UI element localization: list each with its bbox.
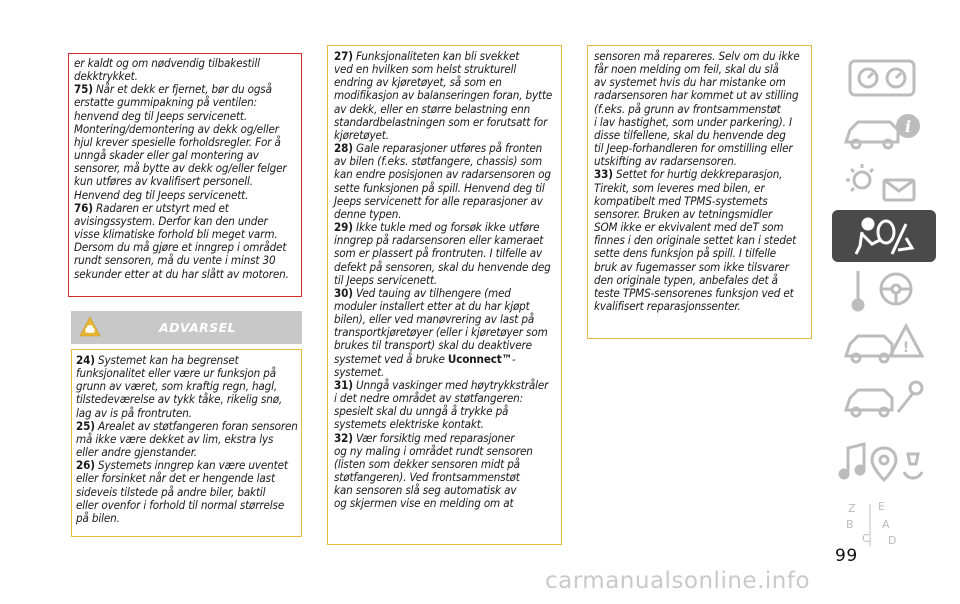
warning-item-25 bbox=[76, 420, 301, 459]
warning-item-24 bbox=[76, 354, 301, 420]
warning-text-end: - systemet. bbox=[334, 351, 516, 379]
warning-item-33 bbox=[594, 168, 811, 313]
warning-number: 28) bbox=[334, 141, 353, 156]
red-note-box bbox=[68, 53, 302, 297]
sidebar-item-lights[interactable] bbox=[832, 158, 936, 210]
warning-text: Arealet av støtfangeren foran sensoren må ikke være dekket av lim, ekstra lys eller andre gjenstander. bbox=[76, 418, 298, 460]
warning-item-29 bbox=[334, 221, 561, 287]
warning-title: ADVARSEL bbox=[159, 320, 236, 335]
note-item-76 bbox=[74, 202, 301, 281]
warning-text: Funksjonaliteten kan bli svekket ved en hvilken som helst strukturell endring av kjøretøyet, så som en modifikasjon av balanseringen foran, bytte av dekk, eller en større belastning enn standardbelastningen som er forutsatt for kjøretøyet. bbox=[334, 49, 553, 142]
sidebar-item-multimedia[interactable] bbox=[832, 436, 936, 488]
note-number: 75) bbox=[74, 82, 93, 97]
warning-number: 30) bbox=[334, 285, 353, 300]
warning-number: 31) bbox=[334, 377, 353, 392]
note-text: Når et dekk er fjernet, bør du også erstatte gummipakning på ventilen: henvend deg til Jeeps servicenett. Montering/demontering av dekk og/eller hjul krever spesielle forholdsregler. For å unngå skader eller gal montering av sensorer, må bytte av dekk og/eller felger kun utføres av kvalifisert personell. Henvend deg til Jeeps servicenett. bbox=[74, 82, 287, 202]
warning-number: 27) bbox=[334, 49, 353, 63]
note-continuation: er kaldt og om nødvendig tilbakestill dekktrykket. bbox=[74, 56, 260, 84]
warning-continuation: sensoren må repareres. Selv om du ikke får noen melding om feil, skal du slå av systemet hvis du har mistanke om radarsensoren har kommet ut av stilling (f.eks. på grunn av frontsammenstøt i lav hastighet, som under parkering). I disse tilfellene, skal du henvende deg til Jeep-forhandleren for omstilling eller utskifting av radarsensoren. bbox=[594, 49, 800, 169]
warning-number: 24) bbox=[76, 353, 95, 367]
svg-text:!: ! bbox=[902, 340, 910, 356]
warning-number: 33) bbox=[594, 167, 613, 182]
warning-number: 29) bbox=[334, 220, 353, 235]
warning-item-32 bbox=[334, 432, 561, 511]
warning-item-26 bbox=[76, 459, 301, 525]
index-letter-b: B bbox=[846, 518, 854, 531]
svg-text:i: i bbox=[904, 117, 912, 136]
sidebar-item-safety[interactable] bbox=[832, 210, 936, 262]
warning-car-icon bbox=[79, 316, 101, 338]
warning-number: 32) bbox=[334, 430, 353, 445]
warning-box-middle bbox=[327, 45, 562, 545]
uconnect-brand: Uconnect™ bbox=[447, 351, 512, 366]
warning-item-31 bbox=[334, 379, 561, 432]
warning-text: Settet for hurtig dekkreparasjon, Tirekit, som leveres med bilen, er kompatibelt med TPMS-systemets sensorer. Bruken av tetningsmidler SOM ikke er ekvivalent med deT som finnes i den originale settet kan i stedet sette dens funksjon på spill. I tilfelle bruk av fugemasser som ikke tilsvarer den originale typen, anbefales det å teste TPMS-sensorenes funksjon ved et kvalifisert reparasjonssenter. bbox=[594, 167, 797, 313]
index-letter-c: C bbox=[862, 532, 870, 545]
sidebar-item-index[interactable] bbox=[832, 498, 936, 550]
sidebar-item-info[interactable] bbox=[832, 104, 936, 156]
warning-text: Systemet kan ha begrenset funksjonalitet eller være ur funksjon på grunn av været, som kraftig regn, hagl, tilstedeværelse av tykk tåke, rikelig snø, lag av is på frontruten. bbox=[76, 353, 283, 420]
warning-text: Vær forsiktig med reparasjoner og ny maling i området rundt sensoren (listen som dekker sensoren midt på støtfangeren). Ved frontsammenstøt kan sensoren slå seg automatisk av og skjermen vise en melding om at bbox=[334, 430, 533, 511]
warning-number: 26) bbox=[76, 458, 95, 473]
index-letter-a: A bbox=[882, 518, 890, 531]
sidebar-item-dashboard[interactable] bbox=[832, 51, 936, 103]
sidebar-item-warning[interactable] bbox=[832, 316, 936, 368]
warning-text: Unngå vaskinger med høytrykkstråler i det nedre området av støtfangeren: spesielt skal du unngå å trykke på systemets elektriske kontakt. bbox=[334, 377, 549, 432]
warning-text: Ved tauing av tilhengere (med moduler installert etter at du har kjøpt bilen), eller ved manøvrering av last på transportkjøretøyer (eller i kjøretøyer som brukes til transport) skal du deaktivere systemet ved å bruke bbox=[334, 285, 548, 366]
sidebar-item-steering[interactable] bbox=[832, 263, 936, 315]
index-letter-z: Z bbox=[848, 502, 856, 515]
watermark: carmanualsonline.info bbox=[545, 568, 811, 594]
note-text: Radaren er utstyrt med et avisingssystem. Derfor kan den under visse klimatiske forhold bli meget varm. Dersom du må gjøre et inngrep i området rundt sensoren, må du vente i minst 30 sekunder etter at du har slått av motoren. bbox=[74, 200, 289, 281]
warning-header bbox=[71, 311, 302, 344]
page-number: 99 bbox=[835, 546, 858, 566]
index-letter-e: E bbox=[878, 500, 885, 513]
warning-item-28 bbox=[334, 142, 561, 221]
note-item-75 bbox=[74, 83, 301, 201]
warning-item-30 bbox=[334, 287, 561, 379]
warning-number: 25) bbox=[76, 418, 95, 433]
warning-text: Ikke tukle med og forsøk ikke utføre inngrep på radarsensoren eller kameraet som er plassert på frontruten. I tilfelle av defekt på sensoren, skal du henvende deg til Jeeps servicenett. bbox=[334, 220, 551, 287]
index-letter-d: D bbox=[888, 534, 897, 547]
warning-box-right bbox=[587, 45, 812, 339]
sidebar-item-maintenance[interactable] bbox=[832, 370, 936, 422]
note-number: 76) bbox=[74, 200, 93, 215]
warning-text: Gale reparasjoner utføres på fronten av bilen (f.eks. støtfangere, chassis) som kan endre posisjonen av radarsensoren og sette funksjonen på spill. Henvend deg til Jeeps servicenett for alle reparasjoner av denne typen. bbox=[334, 141, 551, 221]
warning-box bbox=[71, 349, 302, 537]
warning-text: Systemets inngrep kan være uventet eller forsinket når det er hengende last sideveis tilstede på andre biler, baktil eller ovenfor i forhold til normal størrelse på bilen. bbox=[76, 458, 288, 525]
warning-item-27 bbox=[334, 50, 561, 142]
